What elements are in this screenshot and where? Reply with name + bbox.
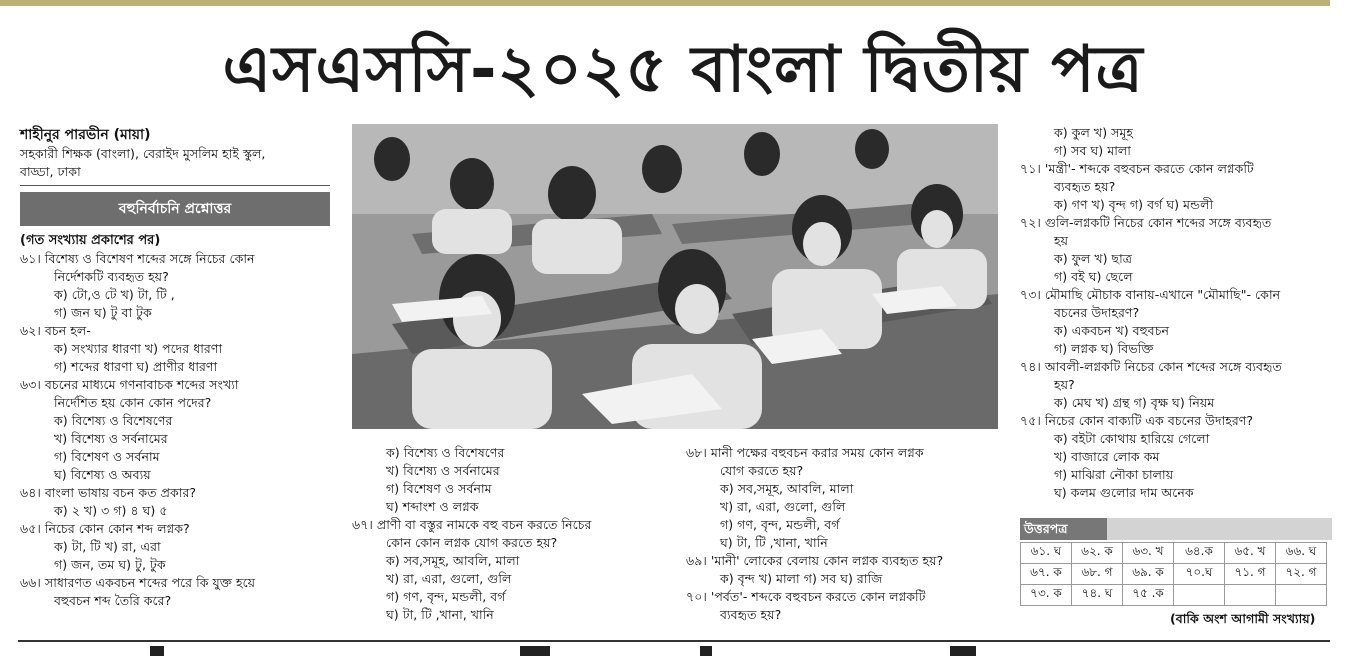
text-line: ৭৪। আবলী-লগ্নকটি নিচের কোন শব্দের সঙ্গে ব্যবহৃত <box>1020 359 1282 374</box>
text-line: গ) গণ, বৃন্দ, মন্ডলী, বর্গ <box>386 589 506 604</box>
exam-hall-photo <box>352 124 998 429</box>
answer-cell: ৬২. ক <box>1072 543 1123 564</box>
bottom-divider <box>18 640 1330 642</box>
text-line: গ) বই ঘ) ছেলে <box>1054 269 1133 284</box>
text-line: গ) জন, তম ঘ) টু, টুক <box>54 557 166 572</box>
text-line: ক) ২ খ) ৩ গ) ৪ ঘ) ৫ <box>54 503 168 518</box>
text-line: হয় <box>1054 233 1069 248</box>
page-headline: এসএসসি-২০২৫ বাংলা দ্বিতীয় পত্র <box>222 33 1144 107</box>
answer-cell: ৬৬. ঘ <box>1276 543 1327 564</box>
column-middle-left <box>352 444 672 624</box>
prior-note: (গত সংখ্যায় প্রকাশের পর) <box>20 233 161 248</box>
answer-cell: ৭১. গ <box>1225 564 1276 585</box>
cropped-text-fragment <box>150 646 164 656</box>
author-role: সহকারী শিক্ষক (বাংলা), বেরাইদ মুসলিম হাই স্কুল, <box>20 146 266 161</box>
text-line: খ) বাজারে লোক কম <box>1054 449 1160 464</box>
column-right <box>1020 124 1336 502</box>
text-line: খ) রা, এরা, গুলো, গুলি <box>720 499 846 514</box>
text-line: ক) টো,ও টে খ) টা, টি , <box>54 287 175 302</box>
text-line: খ) বিশেষ্য ও সর্বনামের <box>54 431 168 446</box>
answer-cell: ৬৮. গ <box>1072 564 1123 585</box>
column-left <box>20 126 330 610</box>
answer-cell: ৬৪.ক <box>1174 543 1225 564</box>
exam-hall-illustration <box>352 124 998 429</box>
text-line: ৬৩। বচনের মাধ্যমে গণনাবাচক শব্দের সংখ্যা <box>20 377 239 392</box>
text-line: ৭৩। মৌমাছি মৌচাক বানায়-এখানে "মৌমাছি"- কোন <box>1020 287 1281 302</box>
text-line: খ) রা, এরা, গুলো, গুলি <box>386 571 512 586</box>
text-line: নির্দেশকটি ব্যবহৃত হয়? <box>54 269 169 284</box>
top-accent-bar <box>0 0 1330 6</box>
text-line: ৭২। গুলি-লগ্নকটি নিচের কোন শব্দের সঙ্গে ব্যবহৃত <box>1020 215 1272 230</box>
text-line: গ) মাঝিরা নৌকা চালায় <box>1054 467 1174 482</box>
cropped-text-fragment <box>950 646 976 656</box>
text-line: ঘ) কলম গুলোর দাম অনেক <box>1054 485 1194 500</box>
answer-cell <box>1276 585 1327 606</box>
section-title: বহুনির্বাচনি প্রশ্নোত্তর <box>20 192 330 226</box>
divider <box>20 185 330 186</box>
text-line: ৬৮। মানী পক্ষের বহুবচন করার সময় কোন লগ্নক <box>686 445 924 460</box>
text-line: ৭১। 'মন্ত্রী'- শব্দকে বহুবচন করতে কোন লগ্নকটি <box>1020 161 1254 176</box>
text-line: ৬৭। প্রাণী বা বস্তুর নামকে বহু বচন করতে নিচের <box>352 517 592 532</box>
answer-cell: ৭৫ .ক <box>1123 585 1174 606</box>
text-line: নির্দেশিত হয় কোন কোন পদের? <box>54 395 212 410</box>
answer-cell: ৭২. গ <box>1276 564 1327 585</box>
answer-cell: ৭৩. ক <box>1021 585 1072 606</box>
text-line: গ) সব ঘ) মালা <box>1054 143 1131 158</box>
text-line: খ) বিশেষ্য ও সর্বনামের <box>386 463 500 478</box>
cropped-text-fragment <box>520 646 550 656</box>
question-list <box>20 250 330 610</box>
text-line: বহুবচন শব্দ তৈরি করে? <box>54 593 172 608</box>
table-row <box>1021 564 1327 585</box>
text-line: হয়? <box>1054 377 1075 392</box>
answer-cell: ৭০.ঘ <box>1174 564 1225 585</box>
text-line: গ) লগ্নক ঘ) বিভক্তি <box>1054 341 1154 356</box>
text-line: বচনের উদাহরণ? <box>1054 305 1140 320</box>
text-line: ৭৫। নিচের কোন বাক্যটি এক বচনের উদাহরণ? <box>1020 413 1254 428</box>
author-place: বাড্ডা, ঢাকা <box>20 164 81 179</box>
text-line: গ) শব্দের ধারণা ঘ) প্রাণীর ধারণা <box>54 359 218 374</box>
table-row <box>1021 543 1327 564</box>
text-line: ৬৯। 'মানী' লোকের বেলায় কোন লগ্নক ব্যবহৃত হয়? <box>686 553 944 568</box>
text-line: ক) বিশেষ্য ও বিশেষণের <box>386 445 505 460</box>
text-line: ক) ফুল খ) ছাত্র <box>1054 251 1133 266</box>
author-name: শাহীনুর পারভীন (মায়া) <box>20 127 151 143</box>
text-line: ক) সব,সমূহ, আবলি, মালা <box>386 553 520 568</box>
text-line: ৬২। বচন হল- <box>20 323 91 338</box>
text-line: ক) একবচন খ) বহুবচন <box>1054 323 1170 338</box>
text-line: ক) বৃন্দ খ) মালা গ) সব ঘ) রাজি <box>720 571 883 586</box>
text-line: গ) গণ, বৃন্দ, মন্ডলী, বর্গ <box>720 517 840 532</box>
text-line: ক) বিশেষ্য ও বিশেষণের <box>54 413 173 428</box>
text-line: ক) সব,সমূহ, আবলি, মালা <box>720 481 854 496</box>
answer-cell <box>1174 585 1225 606</box>
answer-cell: ৭৪. ঘ <box>1072 585 1123 606</box>
text-line: ৭০। 'পর্বত'- শব্দকে বহুবচন করতে কোন লগ্নকটি <box>686 589 926 604</box>
table-row <box>1021 585 1327 606</box>
answer-key-title: উত্তরপত্র <box>1020 518 1107 540</box>
text-line: ক) কুল খ) সমূহ <box>1054 125 1134 140</box>
text-line: ঘ) শব্দাংশ ও লগ্নক <box>386 499 479 514</box>
text-line: ঘ) টা, টি ,খানা, খানি <box>386 607 494 622</box>
text-line: যোগ করতে হয়? <box>720 463 804 478</box>
answer-cell: ৬১. ঘ <box>1021 543 1072 564</box>
text-line: ঘ) বিশেষ্য ও অব্যয় <box>54 467 151 482</box>
text-line: ক) বইটা কোথায় হারিয়ে গেলো <box>1054 431 1210 446</box>
text-line: ক) সংখ্যার ধারণা খ) পদের ধারণা <box>54 341 223 356</box>
text-line: গ) বিশেষণ ও সর্বনাম <box>386 481 492 496</box>
answer-key-header <box>1020 518 1332 540</box>
text-line: গ) বিশেষণ ও সর্বনাম <box>54 449 160 464</box>
text-line: ক) গণ খ) বৃন্দ গ) বর্গ ঘ) মন্ডলী <box>1054 197 1214 212</box>
text-line: ৬৫। নিচের কোন কোন শব্দ লগ্নক? <box>20 521 190 536</box>
text-line: ক) টা, টি খ) রা, এরা <box>54 539 161 554</box>
text-line: কোন কোন লগ্নক যোগ করতে হয়? <box>386 535 558 550</box>
text-line: ক) মেঘ খ) গ্রন্থ গ) বৃক্ষ ঘ) নিয়ম <box>1054 395 1215 410</box>
column-middle-right <box>686 444 1006 624</box>
answer-cell: ৬৩. খ <box>1123 543 1174 564</box>
answer-cell: ৬৭. ক <box>1021 564 1072 585</box>
answer-cell: ৬৫. খ <box>1225 543 1276 564</box>
answer-key-table <box>1020 542 1327 606</box>
answer-cell <box>1225 585 1276 606</box>
continued-note: (বাকি অংশ আগামী সংখ্যায়) <box>1170 611 1316 626</box>
text-line: ৬৬। সাধারণত একবচন শব্দের পরে কি যুক্ত হয়ে <box>20 575 256 590</box>
text-line: ব্যবহৃত হয়? <box>720 607 782 622</box>
text-line: ঘ) টা, টি ,খানা, খানি <box>720 535 828 550</box>
answer-cell: ৬৯. ক <box>1123 564 1174 585</box>
text-line: গ) জন ঘ) টু বা টুক <box>54 305 152 320</box>
text-line: ৬৪। বাংলা ভাষায় বচন কত প্রকার? <box>20 485 197 500</box>
cropped-text-fragment <box>700 646 712 656</box>
text-line: ব্যবহৃত হয়? <box>1054 179 1116 194</box>
text-line: ৬১। বিশেষ্য ও বিশেষণ শব্দের সঙ্গে নিচের কোন <box>20 251 255 266</box>
